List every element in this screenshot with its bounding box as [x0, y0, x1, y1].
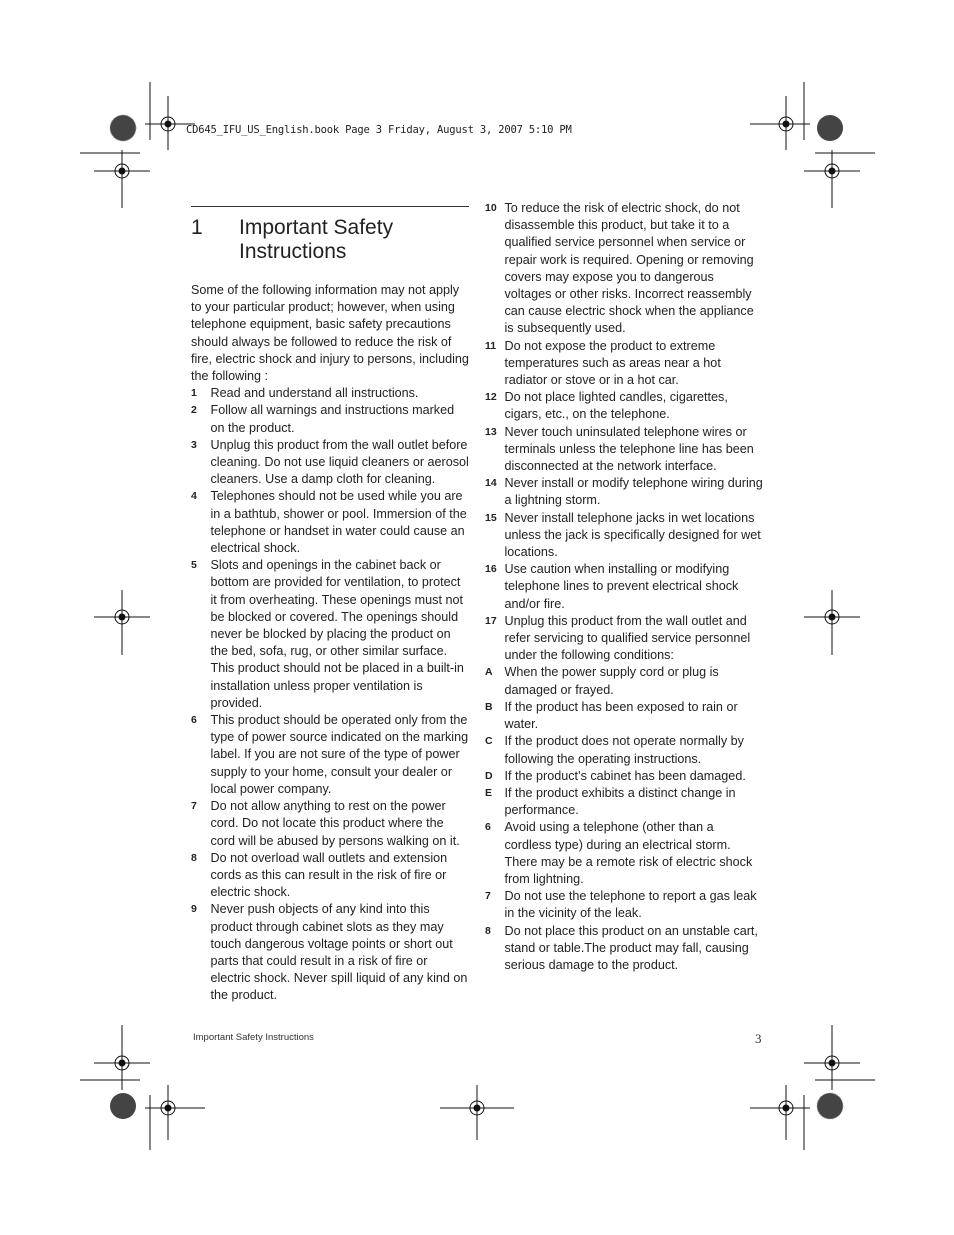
list-item-text: Follow all warnings and instructions marked on the product.: [210, 403, 455, 435]
list-item-text: Do not allow anything to rest on the power cord. Do not locate this product where the cord will be abused by persons walking on it.: [210, 799, 460, 848]
list-item-number: 6: [485, 821, 491, 834]
list-item-number: 1: [191, 387, 197, 400]
left-column: [191, 282, 469, 1005]
list-item: [191, 402, 469, 436]
star-target-bottom-right: [817, 1093, 843, 1119]
list-item-number: 4: [191, 490, 197, 503]
list-item-text: Read and understand all instructions.: [210, 386, 419, 401]
list-item-number: 7: [191, 800, 197, 813]
list-item: [485, 561, 763, 613]
chapter-number: 1: [191, 216, 203, 239]
list-item: [485, 424, 763, 476]
list-item-number: 16: [485, 563, 497, 576]
intro-paragraph: Some of the following information may not apply to your particular product; however, when using telephone equipment, basic safety precautions should always be followed to reduce the risk of fire, electric shock and injury to persons, including the following :: [191, 283, 469, 384]
list-item-number: 14: [485, 477, 497, 490]
list-item-number: 8: [191, 851, 197, 864]
list-item-number: A: [485, 666, 493, 679]
list-item-number: 5: [191, 559, 197, 572]
list-item-text: If the product has been exposed to rain or water.: [504, 699, 738, 732]
list-item-number: 6: [191, 714, 197, 727]
list-item-number: 12: [485, 391, 497, 404]
list-item-text: Never install or modify telephone wiring during a lightning storm.: [504, 476, 763, 508]
chapter-title: Important Safety Instructions: [239, 216, 394, 263]
list-item-number: 7: [485, 890, 491, 903]
list-item: [485, 338, 763, 390]
list-item-number: 8: [485, 924, 491, 937]
chapter-rule: [191, 206, 469, 207]
list-item-number: B: [485, 700, 493, 713]
list-item-number: 9: [191, 903, 197, 916]
list-item-text: Do not expose the product to extreme temperatures such as areas near a hot radiator or stove or in a hot car.: [504, 338, 721, 388]
list-item: [191, 385, 469, 402]
list-item-number: 13: [485, 425, 497, 438]
list-item: [191, 798, 469, 850]
list-item-text: When the power supply cord or plug is damaged or frayed.: [504, 665, 719, 697]
list-item-number: 11: [485, 339, 497, 352]
list-item-number: E: [485, 786, 493, 799]
list-item: [485, 389, 763, 423]
list-item-text: Do not place lighted candles, cigarettes, cigars, etc., on the telephone.: [504, 390, 728, 422]
list-item-text: Do not use the telephone to report a gas leak in the vicinity of the leak.: [504, 889, 757, 921]
list-item-number: 15: [485, 511, 497, 524]
page-number: 3: [755, 1031, 762, 1046]
right-column: [485, 200, 763, 974]
safety-list-left: [191, 385, 469, 1004]
list-item-text: Unplug this product from the wall outlet and refer servicing to qualified service personnel under the following conditions:: [504, 613, 751, 663]
list-item-number: 10: [485, 202, 497, 214]
list-item-text: To reduce the risk of electric shock, do not disassemble this product, but take it to a qualified service personnel when service or repair work is required. Opening or removing covers may expose you to dangerous voltages or other risks. Incorrect reassembly can cause electric shock when the appliance is subsequently used.: [504, 201, 754, 336]
list-item-number: C: [485, 735, 493, 748]
list-item-text: Avoid using a telephone (other than a cordless type) during an electrical storm. There may be a remote risk of electric shock from lightning.: [504, 820, 753, 886]
list-item-text: If the product does not operate normally by following the operating instructions.: [504, 734, 744, 766]
list-item: [191, 437, 469, 489]
list-item: [485, 510, 763, 562]
list-item: [485, 888, 763, 922]
list-item-text: Never install telephone jacks in wet locations unless the jack is specifically designed for wet locations.: [504, 510, 761, 560]
list-item: [485, 923, 763, 975]
list-item: [485, 699, 763, 733]
list-item-text: Do not overload wall outlets and extension cords as this can result in the risk of fire or electric shock.: [210, 850, 448, 900]
list-item: [485, 664, 763, 698]
list-item-text: Do not place this product on an unstable cart, stand or table.The product may fall, causing serious damage to the product.: [504, 923, 758, 972]
star-target-bottom-left: [110, 1093, 136, 1119]
list-item-number: 3: [191, 438, 197, 451]
list-item-text: If the product’s cabinet has been damaged.: [504, 768, 746, 783]
list-item-text: This product should be operated only from the type of power source indicated on the marking label. If you are not sure of the type of power supply to your home, consult your dealer or local power company.: [210, 713, 469, 796]
list-item-text: Unplug this product from the wall outlet before cleaning. Do not use liquid cleaners or aerosol cleaners. Use a damp cloth for cleaning.: [210, 437, 469, 487]
list-item: [485, 768, 763, 785]
list-item: [485, 200, 763, 338]
list-item: [191, 488, 469, 557]
list-item: [191, 557, 469, 712]
list-item-text: Never push objects of any kind into this product through cabinet slots as they may touch dangerous voltage points or short out parts that could result in a risk of fire or electric shock. Never spill liquid of any kind on the product.: [210, 902, 468, 1003]
list-item: [485, 819, 763, 888]
list-item-text: If the product exhibits a distinct change in performance.: [504, 785, 736, 818]
list-item: [191, 712, 469, 798]
list-item-text: Never touch uninsulated telephone wires or terminals unless the telephone line has been disconnected at the network interface.: [504, 424, 754, 474]
book-header-info: CD645_IFU_US_English.book Page 3 Friday, August 3, 2007 5:10 PM: [186, 124, 572, 136]
list-item: [485, 475, 763, 509]
list-item: [191, 850, 469, 902]
list-item-text: Slots and openings in the cabinet back or bottom are provided for ventilation, to protect it from overheating. These openings must not be blocked or covered. The openings should never be blocked by placing the product on the bed, sofa, rug, or other similar surface. This product should not be placed in a built-in installation unless proper ventilation is provided.: [210, 558, 464, 710]
list-item-text: Use caution when installing or modifying telephone lines to prevent electrical shock and/or fire.: [504, 562, 739, 611]
star-target-top-left: [110, 115, 136, 141]
list-item-number: 2: [191, 404, 197, 417]
safety-list-right: [485, 200, 763, 974]
footer-section-title: Important Safety Instructions: [193, 1032, 314, 1043]
list-item-text: Telephones should not be used while you are in a bathtub, shower or pool. Immersion of the telephone or handset in water could cause an electrical shock.: [210, 489, 467, 556]
list-item: [191, 901, 469, 1004]
star-target-top-right: [817, 115, 843, 141]
list-item: [485, 733, 763, 767]
list-item: [485, 785, 763, 819]
list-item-number: D: [485, 769, 493, 782]
list-item-number: 17: [485, 614, 497, 627]
list-item: [485, 613, 763, 665]
